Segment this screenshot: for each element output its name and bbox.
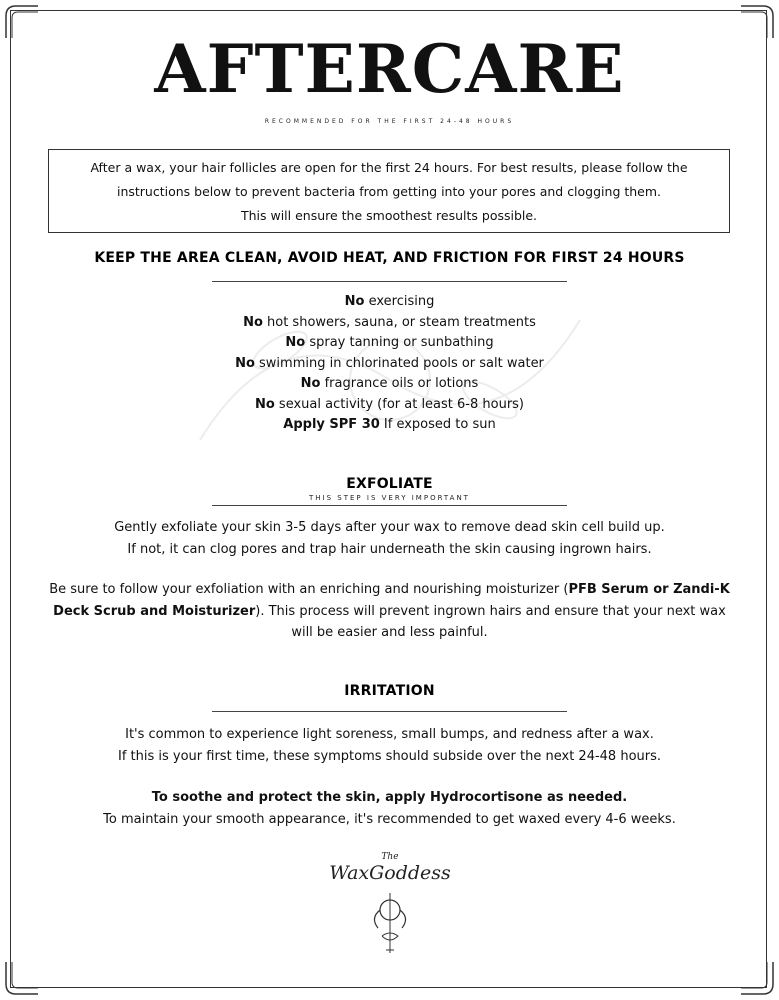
exfoliate-note: THIS STEP IS VERY IMPORTANT — [309, 494, 470, 502]
page-title: AFTERCARE — [154, 30, 625, 108]
soothe-paragraph: To soothe and protect the skin, apply Hydrocortisone as needed. To maintain your smooth appearance, it's recommended to get waxed every 4-6 weeks. — [103, 790, 676, 827]
irritation-heading: IRRITATION — [344, 683, 435, 699]
intro-box — [48, 149, 730, 233]
floral-icon — [360, 888, 420, 958]
page-subtitle: RECOMMENDED FOR THE FIRST 24-48 HOURS — [264, 118, 515, 125]
clean-heading: KEEP THE AREA CLEAN, AVOID HEAT, AND FRICTION FOR FIRST 24 HOURS — [94, 250, 685, 266]
list-item: No exercising — [344, 294, 435, 309]
irritation-paragraph: It's common to experience light soreness, small bumps, and redness after a wax. If this is your first time, these symptoms should subside over the next 24-48 hours. — [117, 727, 662, 764]
divider — [212, 281, 567, 282]
list-item: No sexual activity (for at least 6-8 hours) — [254, 396, 525, 412]
intro-line: This will ensure the smoothest results possible. — [240, 208, 538, 223]
list-item: No spray tanning or sunbathing — [285, 335, 494, 350]
rules-list — [0, 292, 779, 436]
exfoliate-heading: EXFOLIATE — [346, 476, 433, 492]
wax-goddess-logo: The WaxGoddess — [320, 852, 460, 962]
corner-ornament — [4, 4, 40, 40]
moisturizer-paragraph: Be sure to follow your exfoliation with an enriching and nourishing moisturizer (PFB Serum or Zandi-K Deck Scrub and Moisturizer). This process will prevent ingrown hairs and ensure that your next wax will be easier and less painful. — [49, 582, 730, 640]
corner-ornament — [739, 960, 775, 996]
list-item: No hot showers, sauna, or steam treatments — [243, 314, 536, 330]
intro-line: instructions below to prevent bacteria from getting into your pores and clogging them. — [116, 184, 662, 199]
divider — [212, 711, 567, 712]
list-item: Apply SPF 30 If exposed to sun — [283, 417, 496, 432]
exfoliate-paragraph: Gently exfoliate your skin 3-5 days after your wax to remove dead skin cell build up. If not, it can clog pores and trap hair underneath the skin causing ingrown hairs. — [114, 520, 665, 557]
intro-line: After a wax, your hair follicles are open for the first 24 hours. For best results, please follow the — [90, 160, 688, 175]
corner-ornament — [4, 960, 40, 996]
list-item: No swimming in chlorinated pools or salt water — [235, 355, 544, 371]
divider — [212, 505, 567, 506]
list-item: No fragrance oils or lotions — [300, 376, 479, 391]
corner-ornament — [739, 4, 775, 40]
